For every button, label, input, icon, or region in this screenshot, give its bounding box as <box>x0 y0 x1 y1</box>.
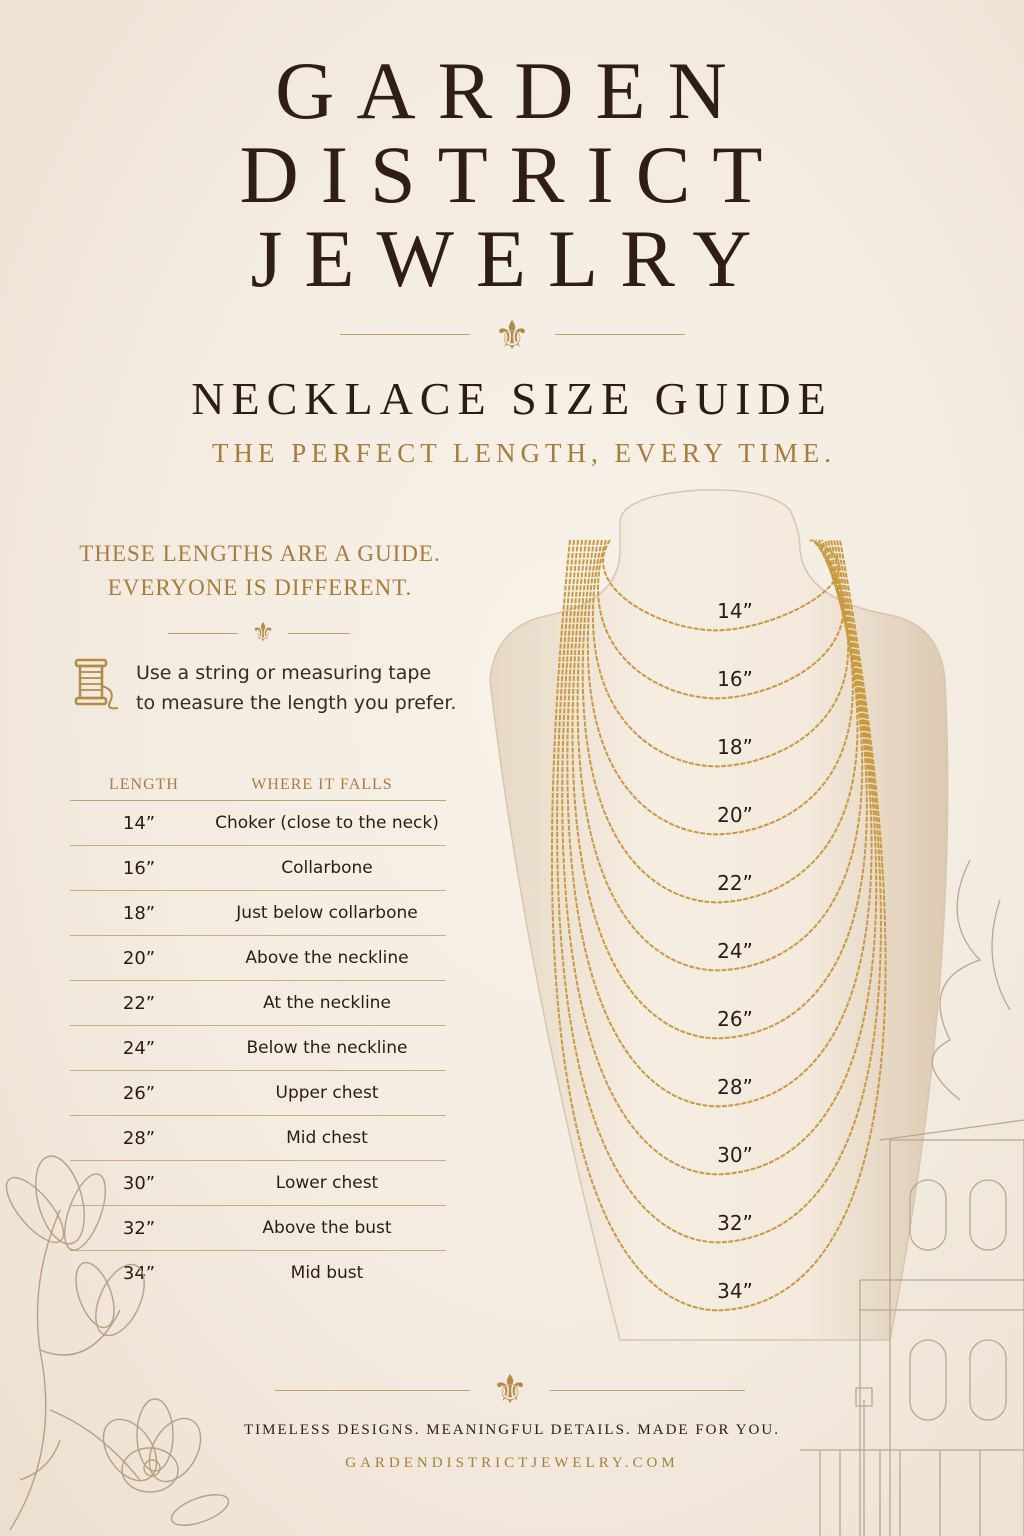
table-header <box>70 770 446 801</box>
length-label: 22” <box>717 871 753 895</box>
table-row <box>70 846 446 891</box>
row-where: Above the neckline <box>245 948 409 968</box>
row-length: 30” <box>122 1172 156 1194</box>
length-label: 32” <box>717 1211 753 1235</box>
divider-line <box>550 1390 745 1391</box>
brand-line-3: JEWELRY <box>250 213 774 304</box>
tagline: THE PERFECT LENGTH, EVERY TIME. <box>212 438 836 468</box>
length-label: 34” <box>717 1279 753 1303</box>
length-label: 18” <box>717 735 753 759</box>
fleur-de-lis-icon: ⚜ <box>492 1367 528 1412</box>
brand-line-2: DISTRICT <box>239 129 785 220</box>
row-where: At the neckline <box>263 993 391 1013</box>
page-title: NECKLACE SIZE GUIDE <box>191 373 833 424</box>
row-where: Below the neckline <box>246 1038 408 1058</box>
row-length: 18” <box>122 902 156 924</box>
brand-line-1: GARDEN <box>275 45 749 136</box>
row-where: Just below collarbone <box>236 903 418 923</box>
row-length: 20” <box>122 947 156 969</box>
disclaimer-line-1: THESE LENGTHS ARE A GUIDE. <box>79 541 441 566</box>
header-length: LENGTH <box>109 776 179 793</box>
table-row <box>70 981 446 1026</box>
length-label: 16” <box>717 667 753 691</box>
row-where: Above the bust <box>262 1218 392 1238</box>
magnolia-illustration <box>0 1150 260 1536</box>
footer-website[interactable]: GARDENDISTRICTJEWELRY.COM <box>345 1455 679 1471</box>
divider-line <box>288 633 350 634</box>
length-label: 30” <box>717 1143 753 1167</box>
table-row <box>70 1026 446 1071</box>
row-where: Upper chest <box>275 1083 379 1103</box>
row-length: 34” <box>122 1262 156 1284</box>
length-label: 14” <box>717 599 753 623</box>
length-label: 26” <box>717 1007 753 1031</box>
row-length: 22” <box>122 992 156 1014</box>
length-label: 20” <box>717 803 753 827</box>
row-where: Mid chest <box>286 1128 368 1148</box>
length-label: 24” <box>717 939 753 963</box>
row-length: 16” <box>122 857 156 879</box>
divider-line <box>555 334 685 335</box>
tip-line-1: Use a string or measuring tape <box>136 662 432 684</box>
disclaimer-line-2: EVERYONE IS DIFFERENT. <box>107 575 413 600</box>
divider-line <box>275 1390 470 1391</box>
row-length: 28” <box>122 1127 156 1149</box>
fleur-de-lis-icon: ⚜ <box>494 313 530 358</box>
row-where: Mid bust <box>290 1263 364 1283</box>
table-row <box>70 936 446 981</box>
row-length: 24” <box>122 1037 156 1059</box>
row-length: 14” <box>122 812 156 834</box>
header-where: WHERE IT FALLS <box>251 776 393 793</box>
row-length: 26” <box>122 1082 156 1104</box>
row-where: Collarbone <box>281 858 373 878</box>
row-length: 32” <box>122 1217 156 1239</box>
fleur-de-lis-icon: ⚜ <box>251 618 275 647</box>
row-where: Choker (close to the neck) <box>215 813 439 833</box>
divider-line <box>340 334 470 335</box>
tip-line-2: to measure the length you prefer. <box>136 692 457 714</box>
row-where: Lower chest <box>275 1173 379 1193</box>
divider-line <box>168 633 238 634</box>
table-row <box>70 1071 446 1116</box>
table-row <box>70 891 446 936</box>
thread-spool-icon <box>70 656 122 712</box>
length-label: 28” <box>717 1075 753 1099</box>
table-row <box>70 801 446 846</box>
footer-slogan: TIMELESS DESIGNS. MEANINGFUL DETAILS. MADE FOR YOU. <box>244 1422 780 1438</box>
